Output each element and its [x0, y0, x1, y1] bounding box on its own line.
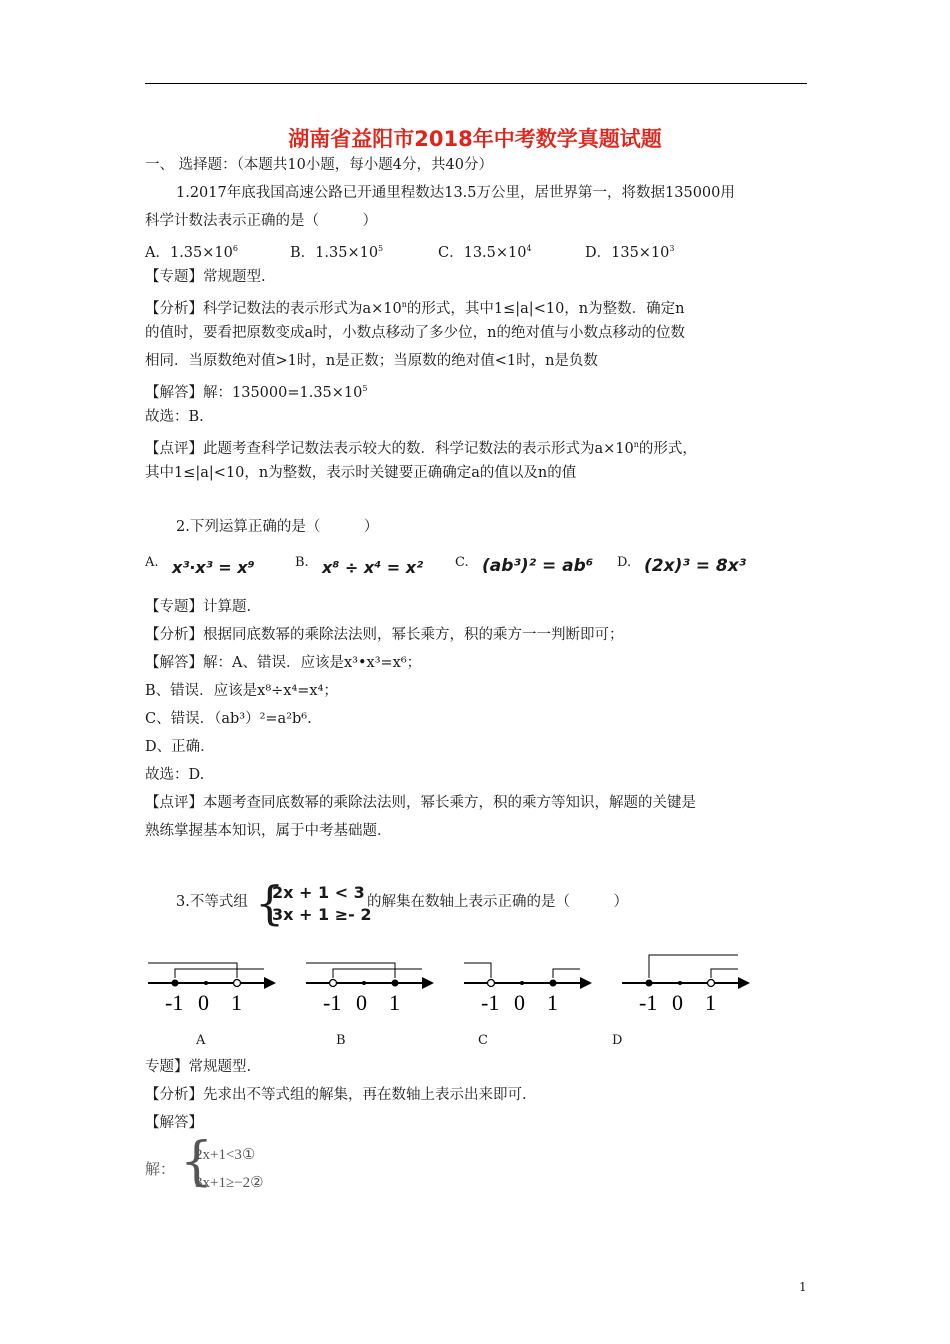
- q1-comment-line2: 其中1≤|a|<10，n为整数，表示时关键要正确确定a的值以及n的值: [145, 465, 577, 481]
- number-line-b: [306, 963, 434, 1015]
- axis-arrow-icon: [264, 977, 276, 989]
- number-line-a: [148, 963, 276, 1015]
- q2-comment-line1: 【点评】本题考查同底数幂的乘除法法则，幂长乘方，积的乘方等知识，解题的关键是: [145, 795, 696, 811]
- page-number: 1: [799, 1280, 807, 1294]
- q3-option-c-letter: C: [478, 1033, 488, 1048]
- q3-solution-ineq2: 3x+1≥−2②: [195, 1175, 264, 1191]
- solid-dot: [392, 980, 399, 987]
- q3-solution-brace: {: [180, 1132, 214, 1192]
- q1-analysis-line2: 的值时，要看把原数变成a时，小数点移动了多少位，n的绝对值与小数点移动的位数: [145, 325, 685, 341]
- q1-option-d-text: D．135×10: [585, 244, 670, 261]
- top-rule: [145, 83, 807, 84]
- q1-option-d-exp: 3: [669, 244, 675, 253]
- tick-label: -1: [323, 990, 342, 1015]
- q1-option-c: [438, 240, 532, 262]
- q3-system-brace: {: [255, 876, 285, 930]
- q2-option-a-label: A.: [145, 555, 159, 570]
- q2-option-c-expr: (ab³)² = ab⁶: [482, 556, 594, 576]
- q1-answer: 故选：B.: [145, 409, 204, 425]
- q1-topic: 【专题】常规题型.: [145, 269, 266, 285]
- tick-dot: [520, 981, 524, 985]
- solid-dot: [646, 980, 653, 987]
- q2-solution-a: 【解答】解：A、错误．应该是x³•x³=x⁶；: [145, 655, 422, 671]
- q2-solution-c: C、错误．（ab³）²=a²b⁶.: [145, 711, 312, 727]
- tick-label: 0: [672, 990, 683, 1015]
- q3-inequality-1: 2x + 1 < 3: [272, 883, 365, 902]
- q1-option-b: [290, 240, 383, 262]
- tick-label: 1: [547, 990, 558, 1015]
- q1-solution-text: 【解答】解：135000=1.35×10: [145, 384, 363, 401]
- q3-solution-prefix: 解：: [145, 1160, 176, 1178]
- tick-dot: [204, 981, 208, 985]
- solid-dot: [550, 980, 557, 987]
- q2-analysis: 【分析】根据同底数幂的乘除法法则，幂长乘方，积的乘方一一判断即可；: [145, 627, 624, 643]
- q1-option-c-exp: 4: [526, 244, 532, 253]
- q3-system: [272, 882, 371, 926]
- number-line-c: [464, 963, 592, 1015]
- q2-option-d-label: D.: [617, 555, 632, 570]
- q3-stem-b: 的解集在数轴上表示正确的是（ ）: [367, 894, 628, 910]
- q3-stem-a: 3.不等式组: [176, 894, 248, 910]
- q3-solution-ineq1: 2x+1<3①: [195, 1147, 256, 1163]
- axis-arrow-icon: [738, 977, 750, 989]
- tick-label: 0: [514, 990, 525, 1015]
- q1-analysis-1a: 【分析】科学记数法的表示形式为a×10: [145, 300, 402, 317]
- solution-bracket-upper: [148, 963, 237, 978]
- q1-option-d: [585, 240, 675, 262]
- q1-option-a: [145, 240, 238, 262]
- tick-label: -1: [165, 990, 184, 1015]
- tick-label: 1: [231, 990, 242, 1015]
- hollow-dot: [330, 980, 337, 987]
- q2-topic: 【专题】计算题.: [145, 599, 252, 615]
- q1-option-b-text: B．1.35×10: [290, 244, 379, 261]
- q1-analysis-line3: 相同．当原数绝对值>1时，n是正数；当原数的绝对值<1时，n是负数: [145, 353, 598, 369]
- q1-comment-1b: 的形式，: [638, 440, 697, 457]
- section-heading: 一、 选择题：（本题共10小题，每小题4分，共40分）: [145, 157, 493, 173]
- q3-option-b-letter: B: [336, 1033, 346, 1048]
- q1-comment-sup: n: [633, 440, 639, 449]
- hollow-dot: [234, 980, 241, 987]
- q2-option-b-expr: x⁸ ÷ x⁴ = x²: [322, 558, 424, 577]
- page-title: 湖南省益阳市2018年中考数学真题试题: [288, 127, 662, 151]
- solution-bracket-upper: [649, 955, 738, 978]
- q3-inequality-2: 3x + 1 ≥- 2: [272, 905, 372, 924]
- tick-label: 0: [356, 990, 367, 1015]
- q2-option-b-label: B.: [295, 555, 309, 570]
- q1-option-a-text: A．1.35×10: [145, 244, 233, 261]
- q2-answer: 故选：D.: [145, 767, 205, 783]
- q2-solution-d: D、正确．: [145, 739, 215, 755]
- q1-option-b-exp: 5: [378, 244, 384, 253]
- q1-solution: [145, 380, 367, 402]
- tick-dot: [362, 981, 366, 985]
- q2-option-d-expr: (2x)³ = 8x³: [644, 556, 747, 576]
- tick-label: 0: [198, 990, 209, 1015]
- q1-option-c-text: C．13.5×10: [438, 244, 527, 261]
- tick-label: 1: [705, 990, 716, 1015]
- q1-comment-1a: 【点评】此题考查科学记数法表示较大的数．科学记数法的表示形式为a×10: [145, 440, 634, 457]
- q3-solution-header: 【解答】: [145, 1115, 203, 1131]
- solution-bracket-lower: [333, 969, 422, 978]
- solution-bracket-lower: [175, 969, 264, 978]
- q1-analysis-line1: [145, 296, 684, 318]
- q2-stem: 2.下列运算正确的是（ ）: [176, 519, 379, 535]
- tick-label: 1: [389, 990, 400, 1015]
- q2-comment-line2: 熟练掌握基本知识，属于中考基础题．: [145, 823, 392, 839]
- tick-label: -1: [639, 990, 658, 1015]
- hollow-dot: [708, 980, 715, 987]
- q2-option-a-expr: x³⋅x³ = x⁹: [172, 558, 255, 577]
- q3-option-a-letter: A: [196, 1033, 206, 1048]
- tick-label: -1: [481, 990, 500, 1015]
- q1-option-a-exp: 6: [232, 244, 238, 253]
- tick-dot: [678, 981, 682, 985]
- axis-arrow-icon: [422, 977, 434, 989]
- axis-arrow-icon: [580, 977, 592, 989]
- q2-solution-b: B、错误．应该是x⁸÷x⁴=x⁴；: [145, 683, 338, 699]
- q1-stem-line1: 1.2017年底我国高速公路已开通里程数达13.5万公里，居世界第一，将数据135000用: [176, 185, 735, 201]
- q3-topic: 专题】常规题型.: [145, 1059, 252, 1075]
- q2-option-c-label: C.: [455, 555, 469, 570]
- hollow-dot: [488, 980, 495, 987]
- solution-bracket-upper: [306, 963, 395, 978]
- q3-option-d-letter: D: [612, 1033, 623, 1048]
- q1-analysis-1b: 的形式，其中1≤|a|<10，n为整数．确定n: [406, 300, 685, 317]
- solution-bracket-upper: [464, 963, 491, 978]
- number-line-d: [622, 955, 750, 1015]
- q1-comment-line1: [145, 436, 697, 458]
- solid-dot: [172, 980, 179, 987]
- solution-bracket-lower: [711, 969, 738, 978]
- q1-analysis-sup: n: [401, 300, 407, 309]
- q3-analysis: 【分析】先求出不等式组的解集，再在数轴上表示出来即可.: [145, 1087, 527, 1103]
- q1-stem-line2: 科学计数法表示正确的是（ ）: [145, 213, 377, 229]
- q3-number-lines: [140, 945, 760, 1025]
- solution-bracket-lower: [553, 969, 580, 978]
- q1-solution-sup: 5: [362, 384, 368, 393]
